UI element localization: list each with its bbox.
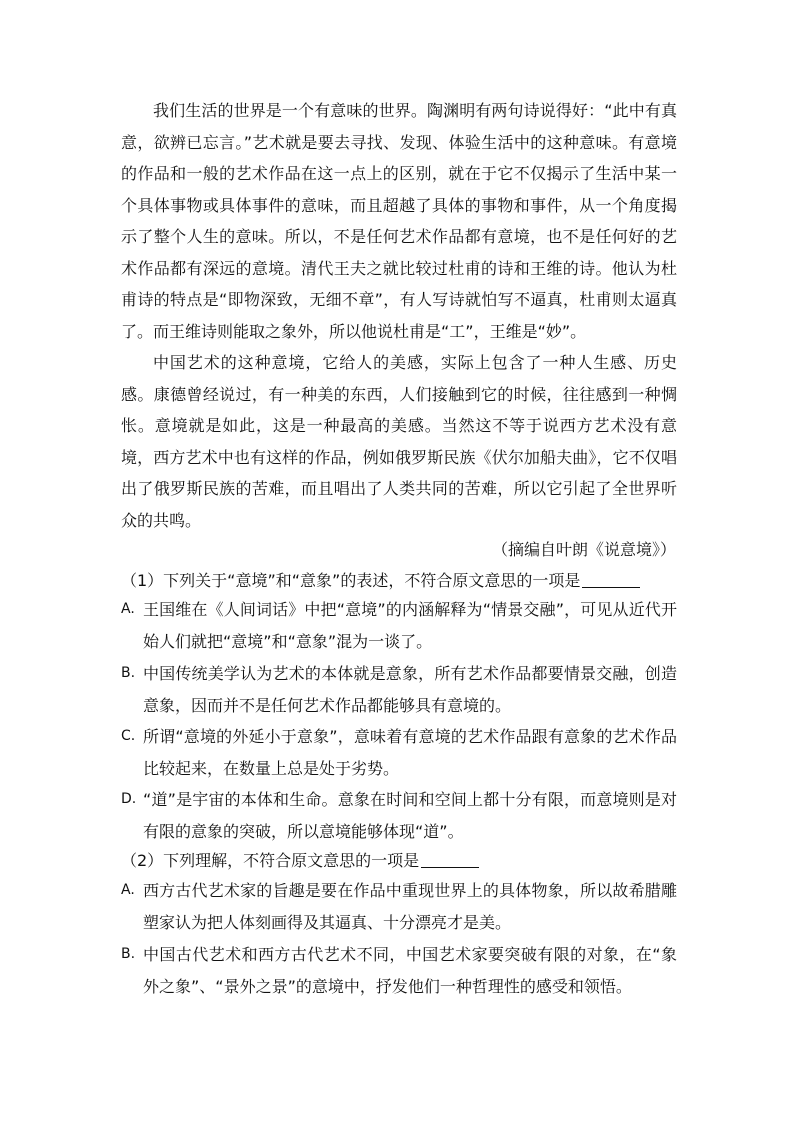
option-text: 所谓“意境的外延小于意象”，意味着有意境的艺术作品跟有意象的艺术作品比较起来，在数量上总是处于劣势。 — [143, 727, 677, 778]
question-1-option-b — [121, 658, 677, 721]
question-1-option-a — [121, 594, 677, 657]
answer-blank — [582, 569, 640, 588]
passage-paragraph-1: 我们生活的世界是一个有意味的世界。陶渊明有两句诗说得好：“此中有真意，欲辨已忘言。”艺术就是要去寻找、发现、体验生活中的这种意味。有意境的作品和一般的艺术作品在这一点上的区别，就在于它不仅揭示了生活中某一个具体事物或具体事件的意味，而且超越了具体的事物和事件，从一个角度揭示了整个人生的意味。所以，不是任何艺术作品都有意境，也不是任何好的艺术作品都有深远的意境。清代王夫之就比较过杜甫的诗和王维的诗。他认为杜甫诗的特点是“即物深致，无细不章”，有人写诗就怕写不逼真，杜甫则太逼真了。而王维诗则能取之象外，所以他说杜甫是“工”，王维是“妙”。 — [121, 101, 677, 341]
question-1-option-d — [121, 784, 677, 847]
option-letter: A. — [121, 601, 135, 617]
question-1-text: （1）下列关于“意境”和“意象”的表述，不符合原文意思的一项是 — [121, 571, 581, 590]
option-letter: A. — [121, 882, 135, 898]
question-1-stem — [121, 566, 640, 596]
option-letter: B. — [121, 665, 136, 681]
question-2-option-b — [121, 939, 677, 1002]
option-letter: B. — [121, 946, 136, 962]
question-1-option-c — [121, 721, 677, 784]
option-letter: D. — [121, 791, 137, 807]
option-letter: C. — [121, 728, 136, 744]
option-text: 西方古代艺术家的旨趣是要在作品中重现世界上的具体物象，所以故希腊雕塑家认为把人体刻画得及其逼真、十分漂亮才是美。 — [143, 881, 677, 932]
question-2-stem — [121, 846, 479, 876]
option-text: “道”是宇宙的本体和生命。意象在时间和空间上都十分有限，而意境则是对有限的意象的突破，所以意境能够体现“道”。 — [143, 790, 677, 841]
option-text: 王国维在《人间词话》中把“意境”的内涵解释为“情景交融”，可见从近代开始人们就把“意境”和“意象”混为一谈了。 — [143, 600, 677, 651]
passage-paragraph-2: 中国艺术的这种意境，它给人的美感，实际上包含了一种人生感、历史感。康德曾经说过，有一种美的东西，人们接触到它的时候，往往感到一种惆怅。意境就是如此，这是一种最高的美感。当然这不等于说西方艺术没有意境，西方艺术中也有这样的作品，例如俄罗斯民族《伏尔加船夫曲》，它不仅唱出了俄罗斯民族的苦难，而且唱出了人类共同的苦难，所以它引起了全世界听众的共鸣。 — [121, 353, 677, 530]
question-2-option-a — [121, 875, 677, 938]
option-text: 中国传统美学认为艺术的本体就是意象，所有艺术作品都要情景交融，创造意象，因而并不是任何艺术作品都能够具有意境的。 — [143, 664, 677, 715]
question-2-text: （2）下列理解，不符合原文意思的一项是 — [121, 851, 420, 870]
option-text: 中国古代艺术和西方古代艺术不同，中国艺术家要突破有限的对象，在“象外之象”、“景外之景”的意境中，抒发他们一种哲理性的感受和领悟。 — [143, 945, 677, 996]
answer-blank — [421, 849, 479, 868]
passage-source: （摘编自叶朗《说意境》） — [491, 540, 676, 559]
